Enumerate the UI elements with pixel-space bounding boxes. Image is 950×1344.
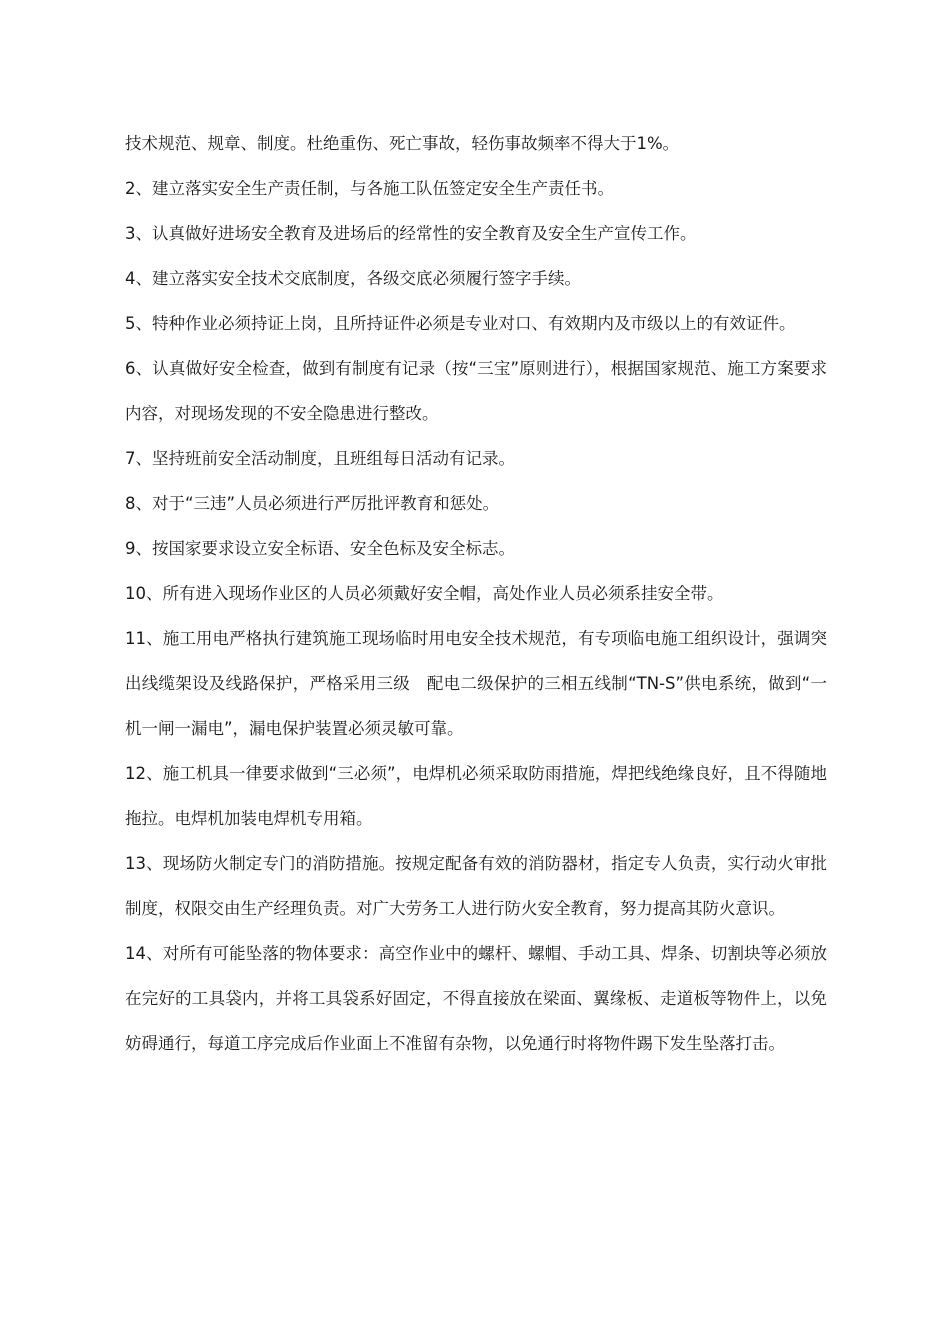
paragraph-item-6: 6、认真做好安全检查，做到有制度有记录（按“三宝”原则进行），根据国家规范、施工方案要求内容，对现场发现的不安全隐患进行整改。 — [125, 359, 827, 423]
paragraph-item-14: 14、对所有可能坠落的物体要求：高空作业中的螺杆、螺帽、手动工具、焊条、切割块等必须放在完好的工具袋内，并将工具袋系好固定，不得直接放在梁面、翼缘板、走道板等物件上，以免妨碍通行，每道工序完成后作业面上不准留有杂物，以免通行时将物件踢下发生坠落打击。 — [125, 944, 827, 1053]
paragraph-item-7: 7、坚持班前安全活动制度，且班组每日活动有记录。 — [125, 449, 515, 468]
paragraph-item-12: 12、施工机具一律要求做到“三必须”，电焊机必须采取防雨措施，焊把线绝缘良好，且不得随地拖拉。电焊机加装电焊机专用箱。 — [125, 764, 827, 828]
paragraph-continuation: 技术规范、规章、制度。杜绝重伤、死亡事故，轻伤事故频率不得大于1%。 — [125, 134, 680, 153]
paragraph-item-3: 3、认真做好进场安全教育及进场后的经常性的安全教育及安全生产宣传工作。 — [125, 224, 697, 243]
paragraph-item-13: 13、现场防火制定专门的消防措施。按规定配备有效的消防器材，指定专人负责，实行动火审批制度，权限交由生产经理负责。对广大劳务工人进行防火安全教育，努力提高其防火意识。 — [125, 854, 827, 918]
paragraph-item-11: 11、施工用电严格执行建筑施工现场临时用电安全技术规范，有专项临电施工组织设计，强调突出线缆架设及线路保护，严格采用三级 配电二级保护的三相五线制“TN-S”供电系统，做到“一机一闸一漏电”，漏电保护装置必须灵敏可靠。 — [125, 629, 827, 738]
paragraph-item-8: 8、对于“三违”人员必须进行严厉批评教育和惩处。 — [125, 494, 500, 513]
paragraph-item-2: 2、建立落实安全生产责任制，与各施工队伍签定安全生产责任书。 — [125, 179, 614, 198]
paragraph-item-4: 4、建立落实安全技术交底制度，各级交底必须履行签字手续。 — [125, 269, 581, 288]
paragraph-item-10: 10、所有进入现场作业区的人员必须戴好安全帽，高处作业人员必须系挂安全带。 — [125, 584, 724, 603]
paragraph-item-5: 5、特种作业必须持证上岗，且所持证件必须是专业对口、有效期内及市级以上的有效证件。 — [125, 314, 796, 333]
document-body — [125, 121, 827, 1066]
paragraph-item-9: 9、按国家要求设立安全标语、安全色标及安全标志。 — [125, 539, 515, 558]
